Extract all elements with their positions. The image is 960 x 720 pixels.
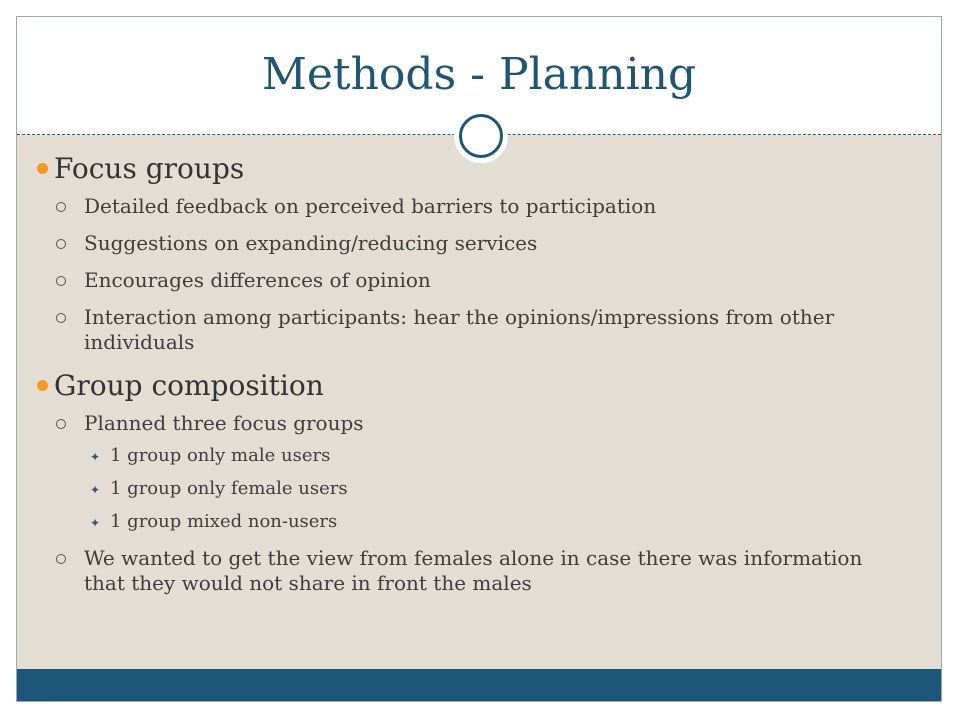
list-item [38,305,908,355]
circle-bullet-icon [56,202,66,212]
sub-list-item-text: 1 group mixed non-users [110,511,338,532]
list-item [38,194,908,219]
list-item [38,268,908,293]
list-item-text: Interaction among participants: hear the opinions/impressions from other individuals [84,305,835,354]
orange-dot-bullet-icon [37,380,48,391]
list-item-text: Planned three focus groups [84,411,364,435]
circle-bullet-icon [56,276,66,286]
section-heading-text: Focus groups [54,152,245,185]
section-heading-text: Group composition [54,369,324,402]
section-heading [38,152,908,186]
sub-list-item [38,510,908,534]
sub-list-item [38,444,908,468]
list-item-text: Detailed feedback on perceived barriers to participation [84,194,657,218]
body-content [38,152,908,608]
footer-bar [17,669,941,701]
circle-bullet-icon [56,554,66,564]
list-item [38,231,908,256]
section-heading [38,369,908,403]
circle-bullet-icon [56,419,66,429]
list-item-text: Encourages differences of opinion [84,268,431,292]
orange-dot-bullet-icon [37,163,48,174]
sub-list-item [38,477,908,501]
star-bullet-icon: ✦ [90,516,101,530]
circle-bullet-icon [56,313,66,323]
list-item-text: We wanted to get the view from females alone in case there was information that they would not share in front the males [84,546,863,595]
star-bullet-icon: ✦ [90,450,101,464]
list-item-text: Suggestions on expanding/reducing services [84,231,538,255]
star-bullet-icon: ✦ [90,483,101,497]
sub-list-item-text: 1 group only male users [110,445,331,466]
circle-bullet-icon [56,239,66,249]
list-item [38,411,908,436]
slide-title: Methods - Planning [261,49,697,100]
list-item [38,546,908,596]
sub-list-item-text: 1 group only female users [110,478,348,499]
